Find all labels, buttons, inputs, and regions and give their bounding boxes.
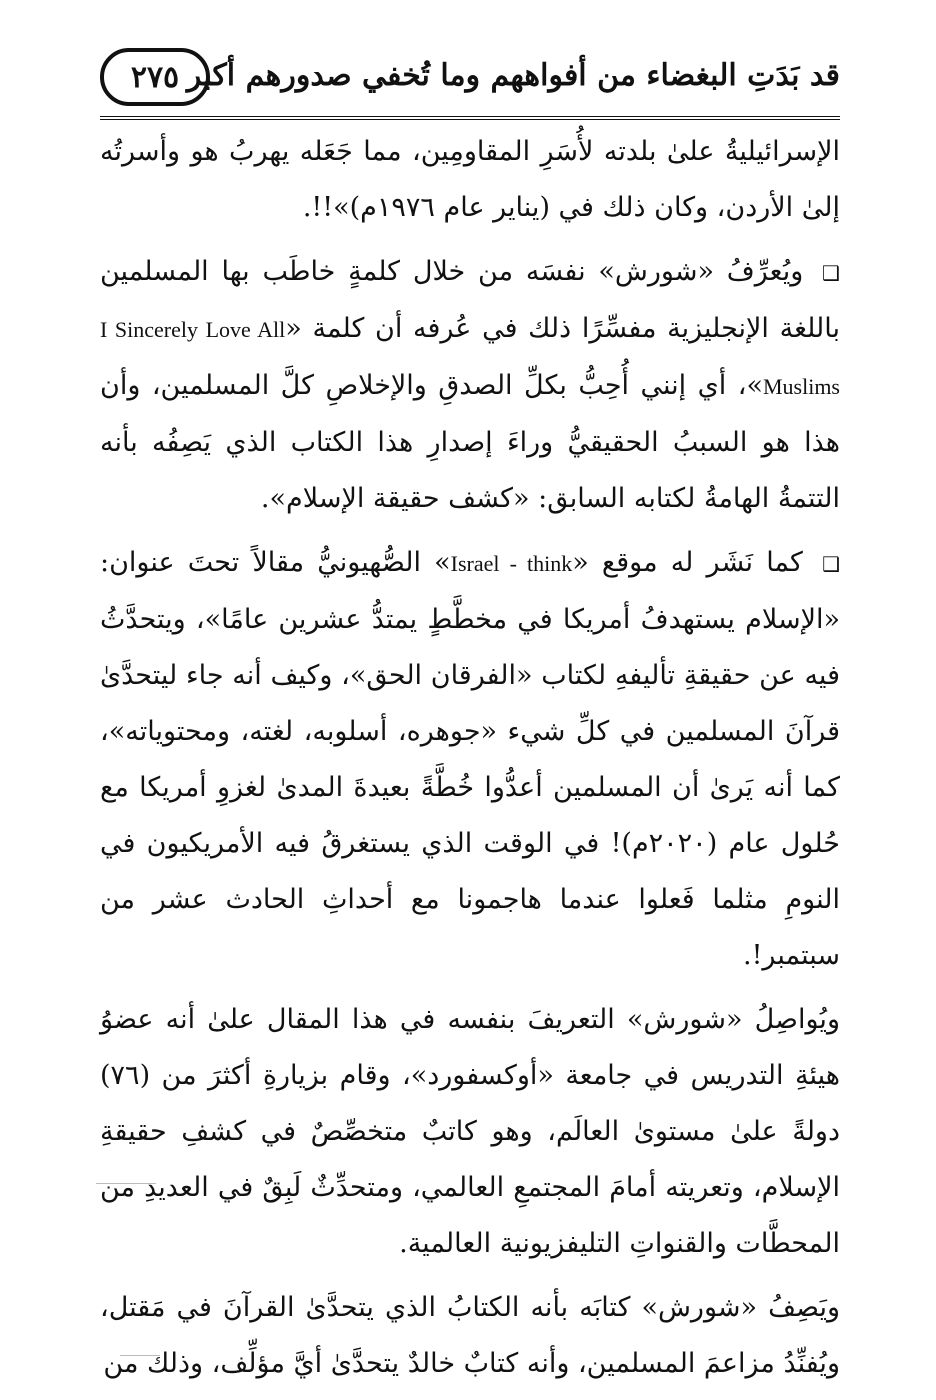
page-header [100,40,840,120]
paragraph-1 [100,124,840,236]
page-number: ٢٧٥ [130,59,180,95]
square-bullet-icon: ❑ [822,261,840,285]
scan-artifact [96,1183,156,1184]
paragraph-text: ويُواصِلُ «شورش» التعريفَ بنفسه في هذا المقال علىٰ أنه عضوُ هيئةِ التدريس في جامعة «أوكسفورد»، وقام بزيارةِ أكثرَ من (٧٦) دولةً علىٰ مستوىٰ العالَم، وهو كاتبٌ متخصِّصٌ في كشفِ حقيقةِ الإسلام، وتعريته أمامَ المجتمعِ العالمي، ومتحدِّثٌ لَبِقٌ في العديدِ من المحطَّات والقنواتِ التليفزيونية العالمية. [100,1004,840,1259]
paragraph-text: ويَصِفُ «شورش» كتابَه بأنه الكتابُ الذي يتحدَّىٰ القرآنَ في مَقتل، ويُفنِّدُ مزاعمَ المسلمين، وأنه كتابٌ خالدٌ يتحدَّىٰ أيَّ مؤلِّف، وذلك من [100,1292,841,1379]
paragraph-3 [100,535,840,984]
page-number-frame [100,48,210,106]
paragraph-text-after: »، أي إنني أُحِبُّ بكلِّ الصدقِ والإخلاصِ كلَّ المسلمين، وأن هذا هو السببُ الحقيقيُّ وراءَ إصدارِ هذا الكتاب الذي يَصِفُه بأنه التتمةُ الهامةُ لكتابه السابق: «كشف حقيقة الإسلام». [100,370,840,514]
body-text [100,124,840,1400]
paragraph-text-before: ويُعرِّفُ «شورش» نفسَه من خلال كلمةٍ خاطَب بها المسلمين باللغة الإنجليزية مفسِّرًا ذلك في عُرفه أن كلمة « [100,256,840,344]
scan-artifact [120,1355,160,1356]
square-bullet-icon: ❑ [822,552,840,576]
paragraph-5 [100,1280,840,1392]
header-rule [100,116,840,120]
website-name: Israel - think [450,551,573,576]
paragraph-2 [100,244,840,527]
english-quote: I Sincerely Love All Muslims [100,317,840,399]
paragraph-text: الإسرائيليةُ علىٰ بلدته لأُسَرِ المقاومِين، مما جَعَله يهربُ هو وأسرتُه إلىٰ الأردن، وكان ذلك في (يناير عام ١٩٧٦م)»!!. [100,136,840,223]
paragraph-text-after: » الصُّهيونيُّ مقالاً تحتَ عنوان: «الإسلام يستهدفُ أمريكا في مخطَّطٍ يمتدُّ عشرين عامًا»، ويتحدَّثُ فيه عن حقيقةِ تأليفهِ لكتاب «الفرقان الحق»، وكيف أنه جاء ليتحدَّىٰ قرآنَ المسلمين في كلِّ شيء «جوهره، أسلوبه، لغته، ومحتوياته»، كما أنه يَرىٰ أن المسلمين أعدُّوا خُطَّةً بعيدةَ المدىٰ لغزوِ أمريكا مع حُلول عام (٢٠٢٠م)! في الوقت الذي يستغرقُ فيه الأمريكيون في النومِ مثلما فَعلوا عندما هاجمونا مع أحداثِ الحادث عشر من سبتمبر!. [100,547,840,971]
paragraph-text-before: كما نَشَر له موقع « [572,547,803,578]
paragraph-4 [100,992,840,1272]
running-title: قد بَدَتِ البغضاء من أفواههم وما تُخفي صدورهم أكبر [186,58,840,93]
